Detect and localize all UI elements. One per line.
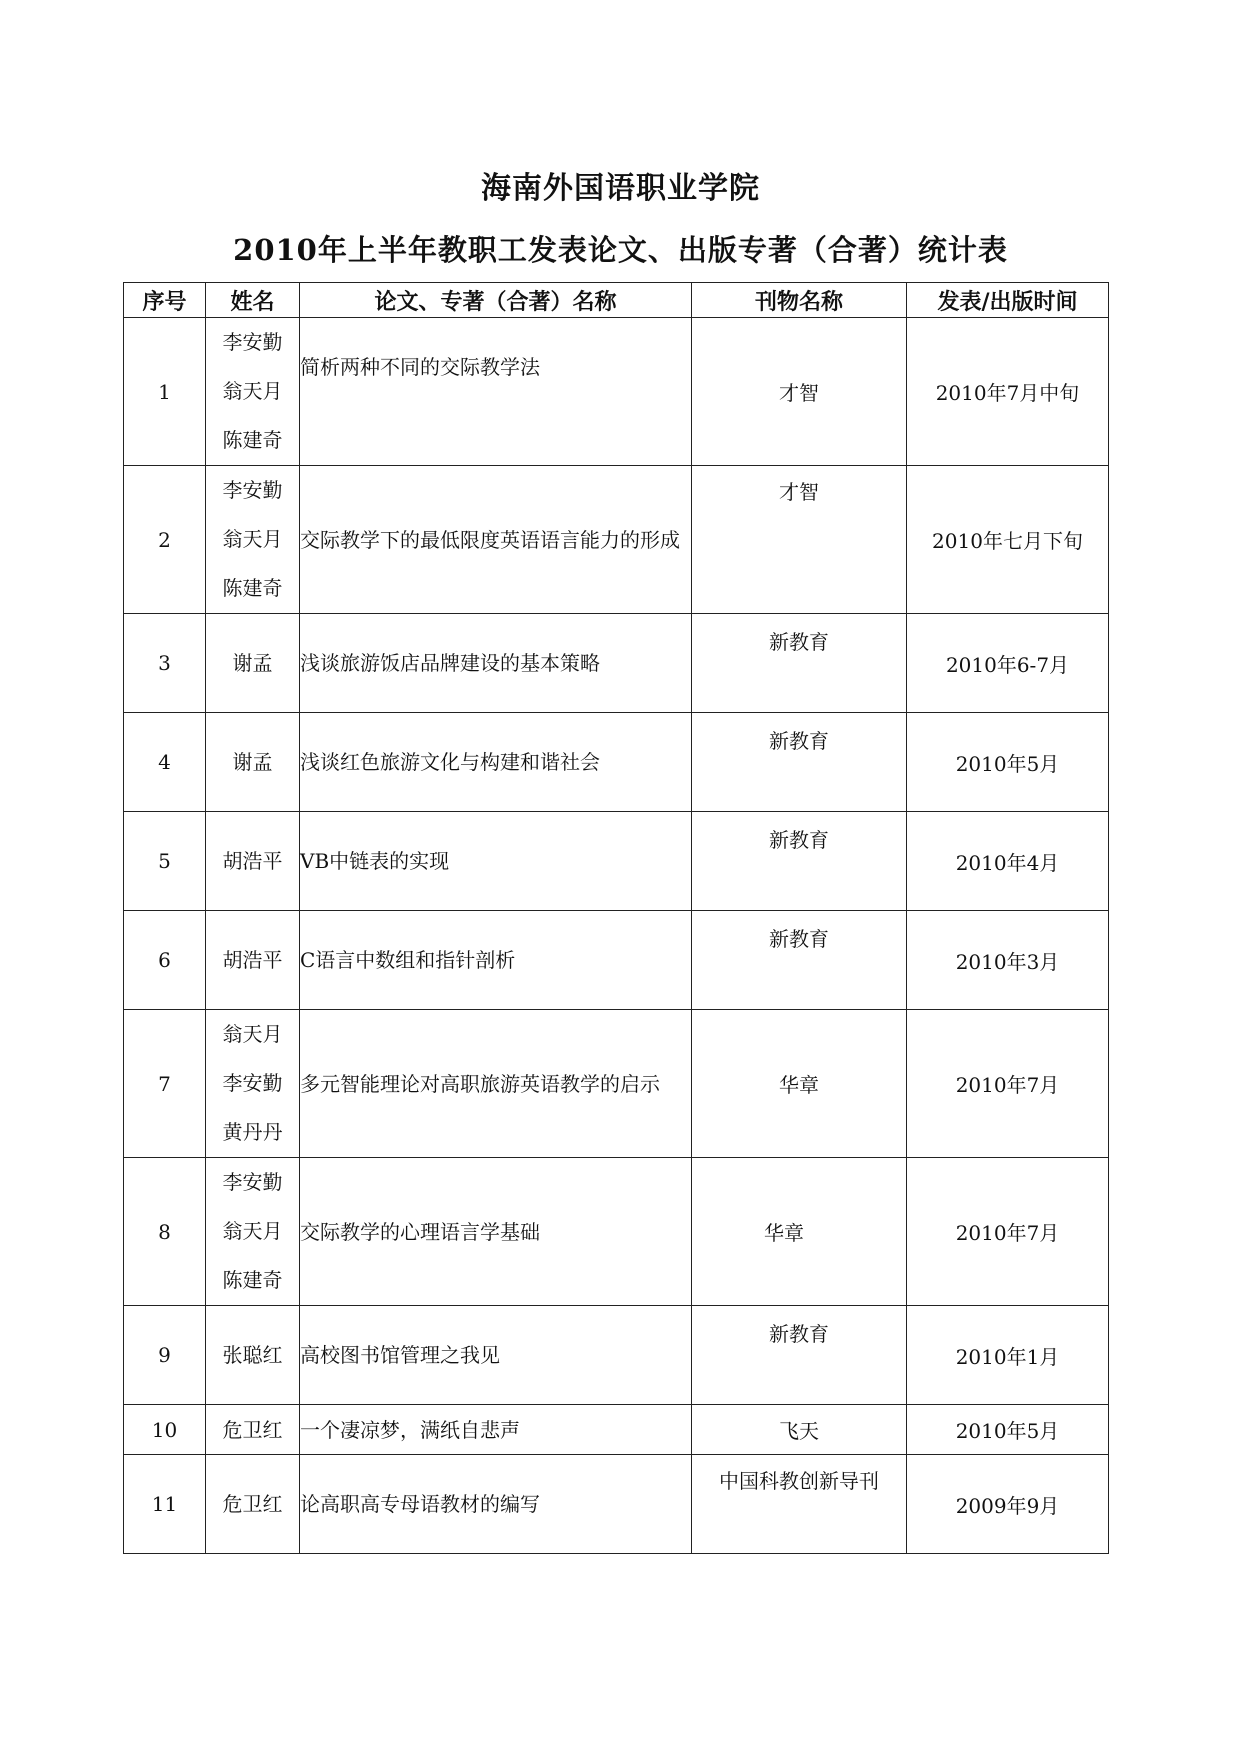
publish-date: 2010年6-7月 [907,614,1109,713]
author-name: 陈建奇 [222,428,283,452]
header-date: 发表/出版时间 [907,283,1109,318]
statistics-table [123,282,1109,1554]
author-names [206,318,300,466]
header-no: 序号 [124,283,206,318]
journal-name: 新教育 [692,713,907,812]
document-subtitle: 2010年上半年教职工发表论文、出版专著（合著）统计表 [233,233,1008,267]
publish-date: 2010年4月 [907,812,1109,911]
publish-date: 2010年3月 [907,911,1109,1010]
author-name: 陈建奇 [222,576,283,600]
author-name: 翁天月 [222,1022,283,1046]
publish-date: 2010年7月 [907,1158,1109,1306]
author-name: 李安勤 [222,330,283,354]
author-name: 胡浩平 [222,848,283,873]
table-row [124,614,1109,713]
author-names [206,1306,300,1405]
publish-date: 2010年七月下旬 [907,466,1109,614]
author-names [206,466,300,614]
publish-date: 2010年5月 [907,713,1109,812]
row-number: 9 [124,1306,206,1405]
row-number: 7 [124,1010,206,1158]
paper-title: VB中链表的实现 [300,812,692,911]
author-name: 谢孟 [232,650,273,675]
publish-date: 2009年9月 [907,1455,1109,1554]
author-name: 张聪红 [222,1342,283,1367]
author-name: 黄丹丹 [222,1120,283,1144]
paper-title: 论高职高专母语教材的编写 [300,1455,692,1554]
table-row [124,466,1109,614]
paper-title: 交际教学下的最低限度英语语言能力的形成 [300,466,692,614]
paper-title: C语言中数组和指针剖析 [300,911,692,1010]
table-row [124,812,1109,911]
row-number: 3 [124,614,206,713]
paper-title: 简析两种不同的交际教学法 [300,318,692,466]
author-names [206,1010,300,1158]
table-row [124,1455,1109,1554]
journal-name: 才智 [692,466,907,614]
row-number: 11 [124,1455,206,1554]
table-row [124,1158,1109,1306]
author-name: 翁天月 [222,379,283,403]
author-name: 李安勤 [222,478,283,502]
row-number: 8 [124,1158,206,1306]
table-row [124,1405,1109,1455]
journal-name: 新教育 [692,911,907,1010]
author-name: 危卫红 [222,1491,283,1516]
author-name: 李安勤 [222,1071,283,1095]
paper-title: 交际教学的心理语言学基础 [300,1158,692,1306]
author-names [206,1405,300,1455]
journal-name: 中国科教创新导刊 [692,1455,907,1554]
publish-date: 2010年7月 [907,1010,1109,1158]
table-row [124,1306,1109,1405]
paper-title: 高校图书馆管理之我见 [300,1306,692,1405]
author-name: 谢孟 [232,749,273,774]
publish-date: 2010年7月中旬 [907,318,1109,466]
author-names [206,812,300,911]
author-name: 陈建奇 [222,1268,283,1292]
author-names [206,713,300,812]
author-name: 李安勤 [222,1170,283,1194]
row-number: 4 [124,713,206,812]
author-name: 胡浩平 [222,947,283,972]
journal-name: 新教育 [692,614,907,713]
journal-name: 新教育 [692,812,907,911]
journal-name: 华章 [692,1010,907,1158]
table-header-row [124,283,1109,318]
header-name: 姓名 [206,283,300,318]
publish-date: 2010年5月 [907,1405,1109,1455]
publish-date: 2010年1月 [907,1306,1109,1405]
author-name: 危卫红 [222,1417,283,1442]
row-number: 6 [124,911,206,1010]
author-names [206,1158,300,1306]
document-title: 海南外国语职业学院 [481,171,760,206]
table-row [124,713,1109,812]
author-name: 翁天月 [222,1219,283,1243]
header-title: 论文、专著（合著）名称 [300,283,692,318]
row-number: 5 [124,812,206,911]
header-journal: 刊物名称 [692,283,907,318]
author-names [206,1455,300,1554]
journal-name: 飞天 [692,1405,907,1455]
row-number: 2 [124,466,206,614]
paper-title: 一个凄凉梦，满纸自悲声 [300,1405,692,1455]
journal-name: 华章 [692,1158,907,1306]
table-row [124,1010,1109,1158]
author-names [206,614,300,713]
row-number: 10 [124,1405,206,1455]
author-name: 翁天月 [222,527,283,551]
table-row [124,911,1109,1010]
row-number: 1 [124,318,206,466]
journal-name: 才智 [692,318,907,466]
table-row [124,318,1109,466]
journal-name: 新教育 [692,1306,907,1405]
author-names [206,911,300,1010]
paper-title: 浅谈红色旅游文化与构建和谐社会 [300,713,692,812]
paper-title: 浅谈旅游饭店品牌建设的基本策略 [300,614,692,713]
paper-title: 多元智能理论对高职旅游英语教学的启示 [300,1010,692,1158]
